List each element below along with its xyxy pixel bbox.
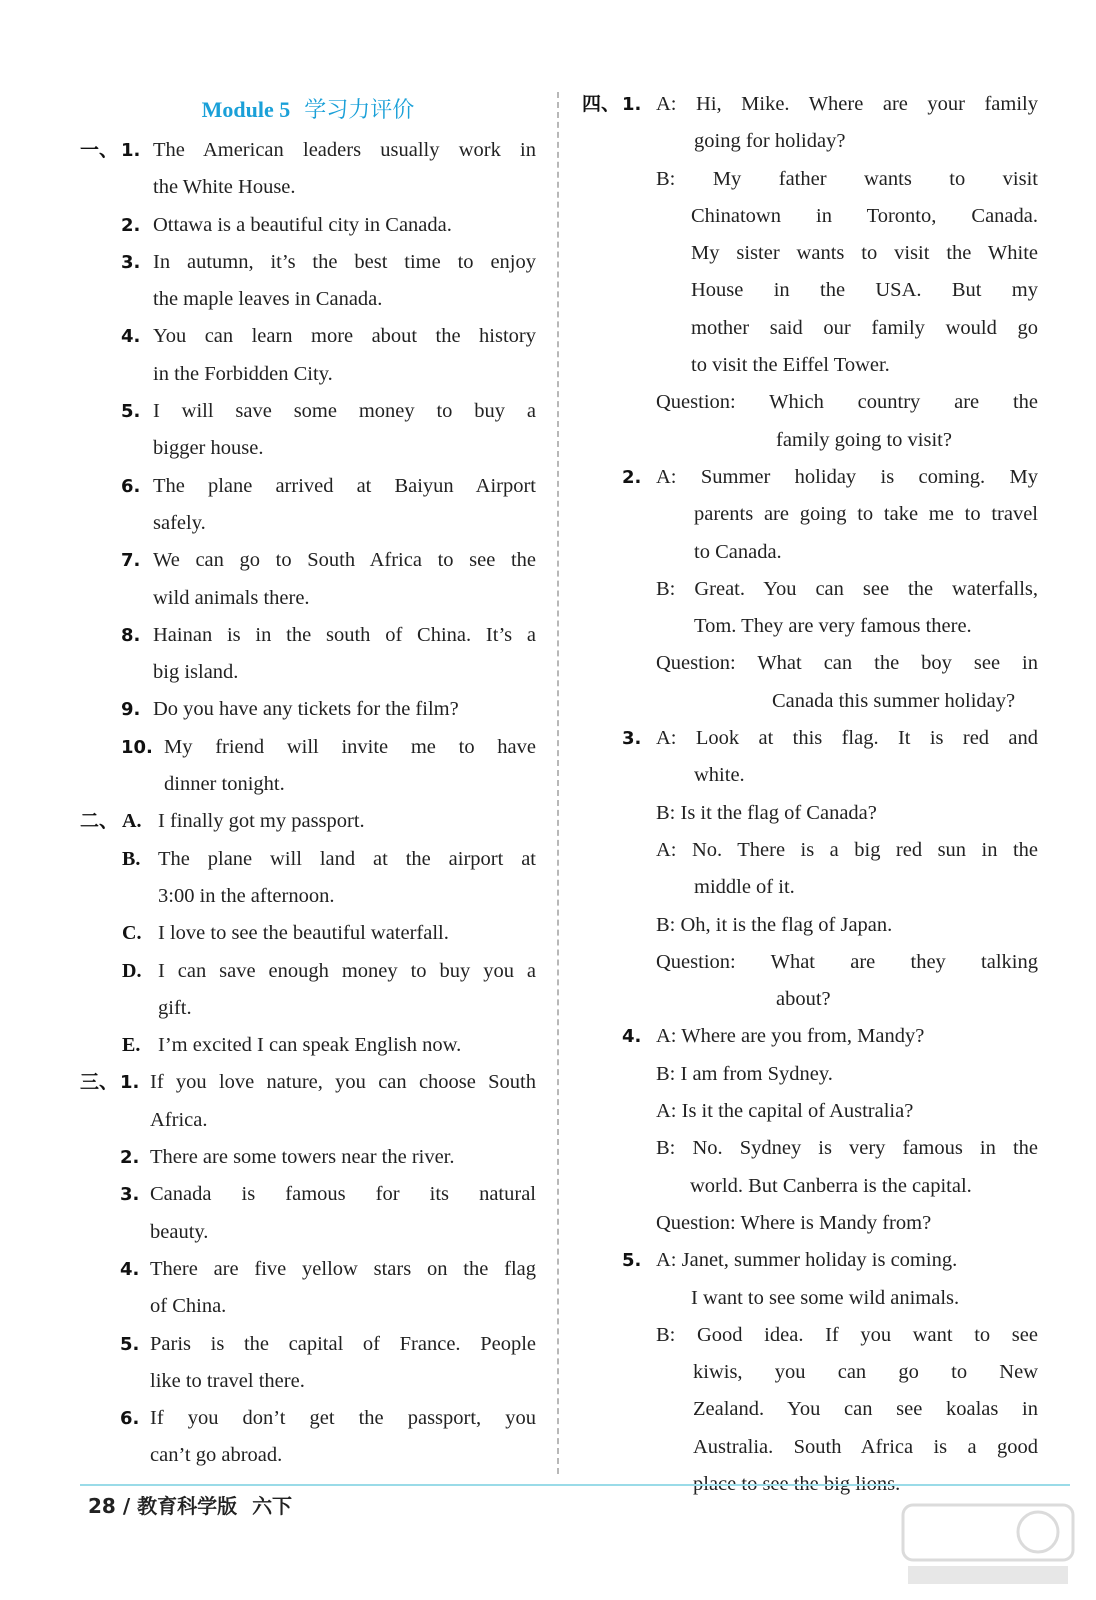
item-text: Canada is famous for its natural xyxy=(150,1183,536,1206)
answer-item-1-5 xyxy=(80,393,536,468)
dialogue-line: going for holiday? xyxy=(694,130,846,153)
dialogue-item-4-4 xyxy=(582,1018,1038,1242)
item-text: There are five yellow stars on the flag xyxy=(150,1257,536,1280)
item-text: can’t go abroad. xyxy=(150,1444,283,1467)
dialogue-line: middle of it. xyxy=(694,876,795,899)
question-line: Question: Where is Mandy from? xyxy=(656,1211,932,1234)
item-letter: D. xyxy=(122,959,142,982)
title-zh: 学习力评价 xyxy=(304,98,415,123)
item-number: 5. xyxy=(120,1333,140,1355)
item-text: I’m excited I can speak English now. xyxy=(158,1034,462,1057)
item-text: wild animals there. xyxy=(153,586,310,609)
item-text: You can learn more about the history xyxy=(153,325,536,348)
item-text: bigger house. xyxy=(153,437,264,460)
item-letter: C. xyxy=(122,922,142,945)
dialogue-item-4-2 xyxy=(582,459,1038,720)
dialogue-line: Chinatown in Toronto, Canada. xyxy=(691,204,1038,227)
item-text: gift. xyxy=(158,996,192,1019)
book-edition: 教育科学版 xyxy=(137,1494,238,1518)
dialogue-line: mother said our family would go xyxy=(691,316,1038,339)
item-number: 1. xyxy=(622,94,642,115)
dialogue-line: white. xyxy=(694,764,745,787)
dialogue-line: to Canada. xyxy=(694,540,782,563)
dialogue-line: My sister wants to visit the White xyxy=(691,242,1038,265)
item-text: In autumn, it’s the best time to enjoy xyxy=(153,250,536,273)
item-number: 2. xyxy=(120,1147,140,1169)
dialogue-line: parents are going to take me to travel xyxy=(694,503,1038,526)
item-text: The American leaders usually work in xyxy=(153,139,536,161)
dialogue-line: B: No. Sydney is very famous in the xyxy=(656,1137,1038,1160)
dialogue-line: B: Good idea. If you want to see xyxy=(656,1323,1038,1346)
question-line: Question: What can the boy see in xyxy=(656,652,1038,675)
dialogue-line: A: Summer holiday is coming. My xyxy=(656,465,1038,488)
item-number: 2. xyxy=(622,466,642,488)
column-divider xyxy=(557,92,559,1474)
dialogue-line: B: Is it the flag of Canada? xyxy=(656,801,877,824)
section-marker: 二、 xyxy=(80,810,119,833)
section-marker: 一、 xyxy=(80,139,119,161)
dialogue-line: A: Is it the capital of Australia? xyxy=(656,1100,914,1123)
answer-item-1-6 xyxy=(80,468,536,543)
page-footer xyxy=(88,1490,292,1519)
module-label: Module 5 xyxy=(201,97,291,122)
answer-item-2-a xyxy=(80,803,536,840)
dialogue-line: I want to see some wild animals. xyxy=(691,1286,960,1309)
watermark-logo-icon xyxy=(898,1500,1078,1590)
item-text: I love to see the beautiful waterfall. xyxy=(158,922,449,945)
item-number: 7. xyxy=(121,550,141,572)
item-number: 5. xyxy=(121,401,141,423)
item-text: If you don’t get the passport, you xyxy=(150,1407,536,1430)
item-number: 6. xyxy=(121,475,141,497)
grade-label: 六下 xyxy=(252,1494,293,1518)
item-text: My friend will invite me to have xyxy=(164,735,536,758)
dialogue-line: A: No. There is a big red sun in the xyxy=(656,838,1038,861)
item-number: 8. xyxy=(121,624,141,646)
item-number: 3. xyxy=(121,251,141,273)
dialogue-item-4-3 xyxy=(582,720,1038,1018)
item-text: Paris is the capital of France. People xyxy=(150,1332,536,1355)
dialogue-line: B: Oh, it is the flag of Japan. xyxy=(656,913,893,936)
item-number: 4. xyxy=(120,1258,140,1280)
dialogue-item-4-1 xyxy=(582,86,1038,459)
answer-item-3-2 xyxy=(80,1139,536,1176)
item-number: 5. xyxy=(622,1250,642,1272)
footer-separator: / xyxy=(122,1494,138,1518)
item-text: safely. xyxy=(153,511,206,534)
question-line: family going to visit? xyxy=(776,428,952,451)
item-text: 3:00 in the afternoon. xyxy=(158,884,335,907)
item-text: I can save enough money to buy you a xyxy=(158,959,536,982)
answer-item-3-4 xyxy=(80,1251,536,1326)
item-text: Ottawa is a beautiful city in Canada. xyxy=(153,213,452,236)
page-title xyxy=(80,88,536,132)
item-text: like to travel there. xyxy=(150,1369,305,1392)
answer-item-1-2 xyxy=(80,207,536,244)
answer-item-1-10 xyxy=(80,729,536,804)
item-text: of China. xyxy=(150,1295,227,1318)
question-line: Canada this summer holiday? xyxy=(772,689,1016,712)
dialogue-line: to visit the Eiffel Tower. xyxy=(691,354,890,377)
dialogue-line: A: Where are you from, Mandy? xyxy=(656,1025,925,1048)
dialogue-line: A: Janet, summer holiday is coming. xyxy=(656,1249,958,1272)
answer-item-3-3 xyxy=(80,1176,536,1251)
item-text: I will save some money to buy a xyxy=(153,400,536,423)
answer-item-2-d xyxy=(80,953,536,1028)
item-letter: E. xyxy=(122,1034,141,1057)
question-line: Question: Which country are the xyxy=(656,391,1038,414)
item-number: 10. xyxy=(121,736,153,758)
dialogue-line: place to see the big lions. xyxy=(693,1472,901,1495)
answer-item-3-1 xyxy=(80,1064,536,1139)
item-text: Africa. xyxy=(150,1108,208,1131)
item-letter: A. xyxy=(122,810,142,833)
footer-rule xyxy=(80,1484,1070,1486)
item-text: beauty. xyxy=(150,1220,209,1243)
item-number: 1. xyxy=(121,140,141,161)
dialogue-line: Zealand. You can see koalas in xyxy=(693,1398,1038,1421)
question-line: Question: What are they talking xyxy=(656,950,1038,973)
answer-item-2-e xyxy=(80,1027,536,1064)
item-text: the maple leaves in Canada. xyxy=(153,288,383,311)
dialogue-item-4-5 xyxy=(582,1242,1038,1503)
item-number: 9. xyxy=(121,699,141,721)
answer-item-3-5 xyxy=(80,1326,536,1401)
item-text: I finally got my passport. xyxy=(158,810,365,833)
answer-item-1-1 xyxy=(80,132,536,207)
item-text: There are some towers near the river. xyxy=(150,1146,455,1169)
item-number: 1. xyxy=(120,1072,140,1094)
answer-item-1-9 xyxy=(80,691,536,728)
item-text: dinner tonight. xyxy=(164,773,285,796)
item-number: 4. xyxy=(622,1026,642,1048)
item-number: 6. xyxy=(120,1408,140,1430)
answer-item-2-b xyxy=(80,841,536,916)
item-number: 3. xyxy=(120,1184,140,1206)
item-text: in the Forbidden City. xyxy=(153,362,333,385)
item-text: The plane arrived at Baiyun Airport xyxy=(153,474,536,497)
item-letter: B. xyxy=(122,847,141,870)
dialogue-line: B: Great. You can see the waterfalls, xyxy=(656,577,1038,600)
item-text: The plane will land at the airport at xyxy=(158,847,536,870)
answer-item-1-4 xyxy=(80,318,536,393)
item-number: 2. xyxy=(121,214,141,236)
dialogue-line: B: My father wants to visit xyxy=(656,167,1038,190)
item-text: We can go to South Africa to see the xyxy=(153,549,536,572)
item-text: Do you have any tickets for the film? xyxy=(153,698,459,721)
dialogue-line: Australia. South Africa is a good xyxy=(693,1435,1038,1458)
item-text: the White House. xyxy=(153,176,296,199)
item-number: 4. xyxy=(121,326,141,348)
dialogue-line: House in the USA. But my xyxy=(691,279,1038,302)
dialogue-line: world. But Canberra is the capital. xyxy=(690,1174,972,1197)
answer-item-2-c xyxy=(80,915,536,952)
dialogue-line: A: Hi, Mike. Where are your family xyxy=(656,93,1038,115)
answer-item-1-8 xyxy=(80,617,536,692)
right-column xyxy=(582,86,1038,1503)
section-marker: 三、 xyxy=(80,1071,119,1094)
page-number: 28 xyxy=(88,1494,116,1518)
item-text: Hainan is in the south of China. It’s a xyxy=(153,623,536,646)
answer-item-1-3 xyxy=(80,244,536,319)
item-text: If you love nature, you can choose South xyxy=(150,1071,536,1094)
item-text: big island. xyxy=(153,661,239,684)
item-number: 3. xyxy=(622,728,642,750)
answer-item-1-7 xyxy=(80,542,536,617)
dialogue-line: B: I am from Sydney. xyxy=(656,1062,833,1085)
dialogue-line: A: Look at this flag. It is red and xyxy=(656,727,1038,750)
question-line: about? xyxy=(776,988,831,1011)
answer-item-3-6 xyxy=(80,1400,536,1475)
left-column xyxy=(80,88,536,1475)
dialogue-line: kiwis, you can go to New xyxy=(693,1361,1038,1384)
section-marker: 四、 xyxy=(582,93,621,115)
dialogue-line: Tom. They are very famous there. xyxy=(694,615,972,638)
